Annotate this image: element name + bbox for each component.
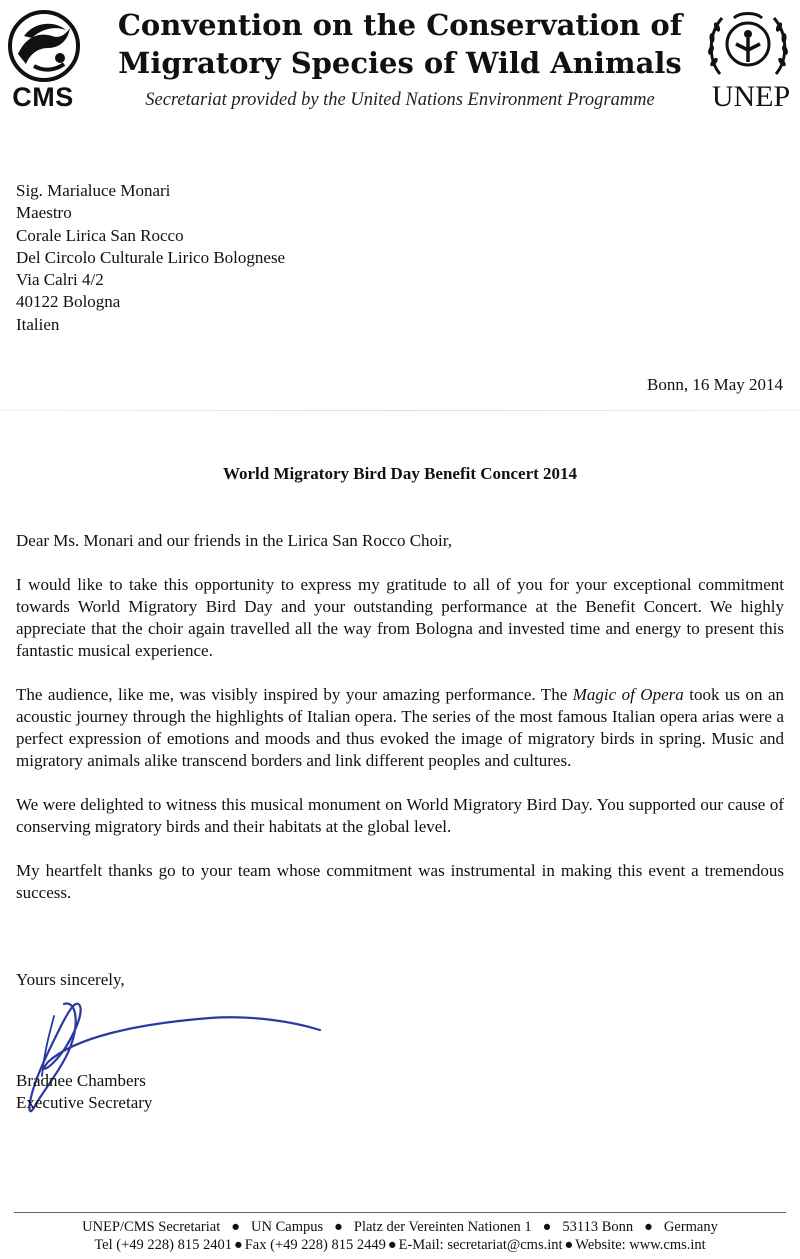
paragraph-1: I would like to take this opportunity to express my gratitude to all of you for your exceptional commitment towards World Migratory Bird Day and your outstanding performance at the Benefit Concert. We highly appreciate that the choir again travelled all the way from Bologna and invested time and energy to present this fantastic musical experience.	[16, 575, 784, 660]
recipient-line: Italien	[16, 314, 60, 334]
bullet-separator-icon: ●	[542, 1219, 552, 1235]
letter-body	[16, 530, 784, 926]
bullet-separator-icon: ●	[231, 1219, 241, 1235]
footer-line-1	[0, 1218, 800, 1236]
recipient-line: Sig. Marialuce Monari	[16, 181, 171, 200]
paper-fold-line	[0, 410, 800, 411]
footer-phone: Tel (+49 228) 815 2401	[94, 1237, 232, 1253]
footer-country: Germany	[663, 1219, 718, 1235]
footer-org: UNEP/CMS Secretariat	[82, 1219, 221, 1235]
recipient-address	[16, 180, 285, 336]
footer-fax: Fax (+49 228) 815 2449	[244, 1237, 386, 1253]
signer-name: Bradnee Chambers	[16, 1071, 146, 1090]
signer-block	[16, 1070, 152, 1114]
paragraph-4: My heartfelt thanks go to your team whose commitment was instrumental in making this event a tremendous success.	[16, 861, 784, 902]
footer-street: Platz der Vereinten Nationen 1	[353, 1219, 532, 1235]
bullet-separator-icon: ●	[564, 1237, 574, 1253]
unep-logo-text: UNEP	[711, 80, 791, 113]
letterhead	[0, 0, 800, 120]
letter-subject: World Migratory Bird Day Benefit Concert 2014	[222, 464, 578, 483]
footer-city: 53113 Bonn	[562, 1219, 634, 1235]
title-line-2: Migratory Species of Wild Animals	[118, 46, 682, 80]
footer-website[interactable]: Website: www.cms.int	[575, 1237, 706, 1253]
footer-email[interactable]: E-Mail: secretariat@cms.int	[398, 1237, 563, 1253]
bullet-separator-icon: ●	[387, 1237, 397, 1253]
salutation: Dear Ms. Monari and our friends in the Lirica San Rocco Choir,	[16, 531, 453, 550]
letterhead-title	[100, 6, 700, 82]
signer-title: Executive Secretary	[16, 1093, 153, 1112]
footer-divider	[14, 1212, 786, 1213]
footer-line-2	[0, 1236, 800, 1254]
closing: Yours sincerely,	[16, 970, 125, 989]
cms-logo-text: CMS	[12, 82, 74, 112]
recipient-line: Via Calri 4/2	[16, 270, 104, 290]
paragraph-2	[16, 684, 784, 772]
paragraph-2-end: took us on an acoustic journey through the highlights of Italian opera. The series of the most famous Italian opera arias were a perfect expression of emotions and moods and thus evoked the image of migratory birds in spring. Music and migratory animals alike transcend borders and link different peoples and cultures.	[16, 685, 785, 770]
title-line-1: Convention on the Conservation of	[117, 8, 683, 42]
letter-date: Bonn, 16 May 2014	[647, 375, 783, 394]
recipient-line: 40122 Bologna	[16, 292, 121, 312]
recipient-line: Del Circolo Culturale Lirico Bolognese	[16, 247, 286, 267]
paragraph-3: We were delighted to witness this musical monument on World Migratory Bird Day. You supported our cause of conserving migratory birds and their habitats at the global level.	[16, 795, 784, 836]
bullet-separator-icon: ●	[644, 1219, 653, 1235]
footer	[0, 1218, 800, 1254]
bullet-separator-icon: ●	[233, 1237, 243, 1253]
footer-campus: UN Campus	[251, 1219, 324, 1235]
bullet-separator-icon: ●	[334, 1219, 343, 1235]
letterhead-subtitle: Secretariat provided by the United Nations Environment Programme	[145, 90, 655, 110]
paragraph-2-italic: Magic of Opera	[572, 685, 684, 704]
paragraph-2-start: The audience, like me, was visibly inspired by your amazing performance. The	[16, 685, 573, 704]
recipient-line: Maestro	[16, 203, 72, 223]
recipient-line: Corale Lirica San Rocco	[16, 225, 184, 245]
